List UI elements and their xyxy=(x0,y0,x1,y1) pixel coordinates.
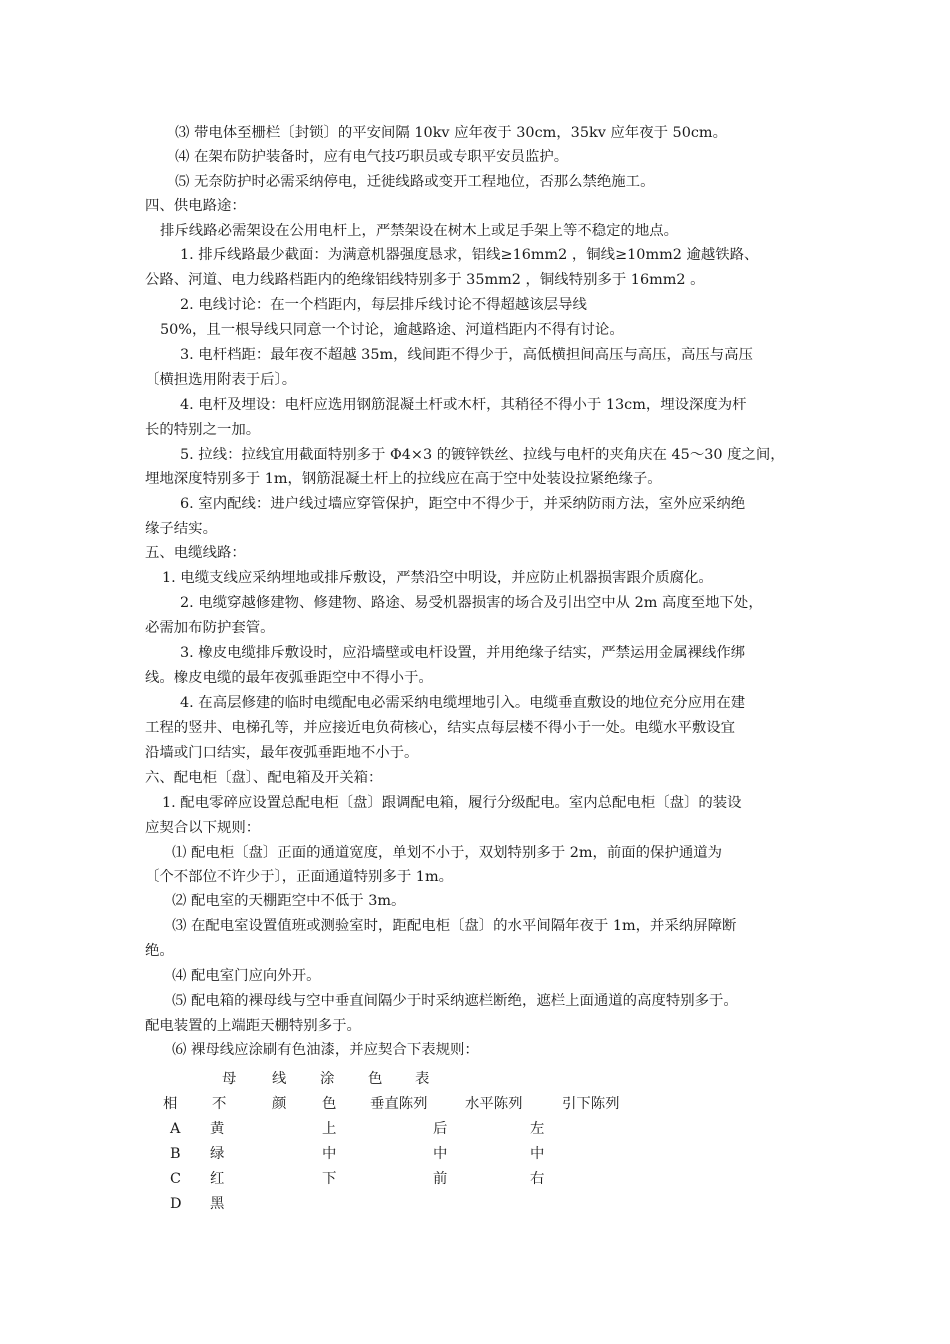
text-line: ⑷ 在架布防护装备时，应有电气技巧职员或专职平安员监护。 xyxy=(175,149,569,165)
text-line: 绝。 xyxy=(145,943,174,959)
text-line: ⑸ 无奈防护时必需采纳停电，迁徙线路或变开工程地位，否那么禁绝施工。 xyxy=(175,174,655,190)
table-cell: 中 xyxy=(433,1146,448,1162)
table-header-cell: 不 xyxy=(212,1096,227,1112)
text-line: 6. 室内配线：进户线过墙应穿管保护，距空中不得少于，并采纳防雨方法，室外应采纳绝 xyxy=(180,496,746,512)
table-cell: 前 xyxy=(433,1171,448,1187)
text-line: 3. 电杆档距：最年夜不超越 35m，线间距不得少于，高低横担间高压与高压，高压与高压 xyxy=(180,347,753,363)
text-line: 沿墙或门口结实，最年夜弧垂距地不小于。 xyxy=(145,745,419,761)
text-line: 六、配电柜〔盘〕、配电箱及开关箱： xyxy=(145,770,383,786)
table-title-char: 表 xyxy=(415,1071,430,1087)
text-line: ⑴ 配电柜〔盘〕正面的通道宽度，单划不小于，双划特别多于 2m，前面的保护通道为 xyxy=(172,845,723,861)
table-title-char: 线 xyxy=(272,1071,287,1087)
text-line: 四、供电路途： xyxy=(145,198,246,214)
text-line: 线。橡皮电缆的最年夜弧垂距空中不得小于。 xyxy=(145,670,433,686)
table-cell: 下 xyxy=(322,1171,337,1187)
text-line: ⑸ 配电箱的裸母线与空中垂直间隔少于时采纳遮栏断绝，遮栏上面通道的高度特别多于。 xyxy=(172,993,738,1009)
text-line: 3. 橡皮电缆排斥敷设时，应沿墙壁或电杆设置，并用绝缘子结实，严禁运用金属裸线作绑 xyxy=(180,645,746,661)
table-header-cell: 颜 xyxy=(272,1096,287,1112)
text-line: 排斥线路必需架设在公用电杆上，严禁架设在树木上或足手架上等不稳定的地点。 xyxy=(160,223,679,239)
text-line: 1. 排斥线路最少截面：为满意机器强度恳求，铝线≥16mm2 ，铜线≥10mm2 逾越铁路、 xyxy=(180,247,759,263)
table-cell: 中 xyxy=(322,1146,337,1162)
text-line: 缘子结实。 xyxy=(145,521,217,537)
table-cell: 上 xyxy=(322,1121,337,1137)
table-title-char: 色 xyxy=(368,1071,383,1087)
text-line: 〔横担选用附表于后〕。 xyxy=(145,372,297,388)
text-line: 应契合以下规则： xyxy=(145,820,261,836)
text-line: 长的特别之一加。 xyxy=(145,422,261,438)
table-cell: 后 xyxy=(433,1121,448,1137)
text-line: 4. 在高层修建的临时电缆配电必需采纳电缆埋地引入。电缆垂直敷设的地位充分应用在建 xyxy=(180,695,746,711)
text-line: 公路、河道、电力线路档距内的绝缘铝线特别多于 35mm2 ，铜线特别多于 16mm2 。 xyxy=(145,272,705,288)
text-line: 1. 配电零碎应设置总配电柜〔盘〕跟调配电箱，履行分级配电。室内总配电柜〔盘〕的装设 xyxy=(162,795,742,811)
table-cell: 左 xyxy=(530,1121,545,1137)
table-cell: B xyxy=(170,1146,181,1162)
table-header-cell: 引下陈列 xyxy=(562,1096,620,1112)
table-header-cell: 垂直陈列 xyxy=(370,1096,428,1112)
text-line: 〔个不部位不许少于〕，正面通道特别多于 1m。 xyxy=(145,869,453,885)
table-cell: C xyxy=(170,1171,182,1187)
table-cell: 红 xyxy=(210,1171,225,1187)
text-line: ⑵ 配电室的天棚距空中不低于 3m。 xyxy=(172,893,406,909)
text-line: 5. 拉线：拉线宜用截面特别多于 Φ4×3 的镀锌铁丝、拉线与电杆的夹角庆在 45～30 度之间， xyxy=(180,447,785,463)
text-line: 1. 电缆支线应采纳埋地或排斥敷设，严禁沿空中明设，并应防止机器损害跟介质腐化。 xyxy=(162,570,713,586)
text-line: 4. 电杆及埋设：电杆应选用钢筋混凝土杆或木杆，其稍径不得小于 13cm，埋设深度为杆 xyxy=(180,397,747,413)
text-line: ⑶ 在配电室设置值班或测验室时，距配电柜〔盘〕的水平间隔年夜于 1m，并采纳屏障断 xyxy=(172,918,737,934)
text-line: 配电装置的上端距天棚特别多于。 xyxy=(145,1018,361,1034)
text-line: 必需加布防护套管。 xyxy=(145,620,275,636)
table-header-cell: 水平陈列 xyxy=(465,1096,523,1112)
table-cell: 黑 xyxy=(210,1196,225,1212)
text-line: ⑷ 配电室门应向外开。 xyxy=(172,968,321,984)
text-line: 2. 电线讨论：在一个档距内，每层排斥线讨论不得超越该层导线 xyxy=(180,297,587,313)
table-title-char: 母 xyxy=(222,1071,237,1087)
table-cell: D xyxy=(170,1196,182,1212)
text-line: 五、电缆线路： xyxy=(145,545,246,561)
table-cell: A xyxy=(170,1121,181,1137)
text-line: ⑹ 裸母线应涂刷有色油漆，并应契合下表规则： xyxy=(172,1042,479,1058)
table-header-cell: 相 xyxy=(163,1096,178,1112)
text-line: 埋地深度特别多于 1m，钢筋混凝土杆上的拉线应在高于空中处装设拉紧绝缘子。 xyxy=(145,471,662,487)
text-line: 50%，且一根导线只同意一个讨论，逾越路途、河道档距内不得有讨论。 xyxy=(160,322,624,338)
table-cell: 中 xyxy=(530,1146,545,1162)
text-line: 工程的竖井、电梯孔等，并应接近电负荷核心，结实点每层楼不得小于一处。电缆水平敷设宜 xyxy=(145,720,736,736)
text-line: ⑶ 带电体至栅栏〔封锁〕的平安间隔 10kv 应年夜于 30cm，35kv 应年夜于 50cm。 xyxy=(175,125,727,141)
table-cell: 绿 xyxy=(210,1146,225,1162)
text-line: 2. 电缆穿越修建物、修建物、路途、易受机器损害的场合及引出空中从 2m 高度至地下处， xyxy=(180,595,763,611)
table-cell: 右 xyxy=(530,1171,545,1187)
table-title-char: 涂 xyxy=(320,1071,335,1087)
table-header-cell: 色 xyxy=(322,1096,337,1112)
table-cell: 黄 xyxy=(210,1121,225,1137)
